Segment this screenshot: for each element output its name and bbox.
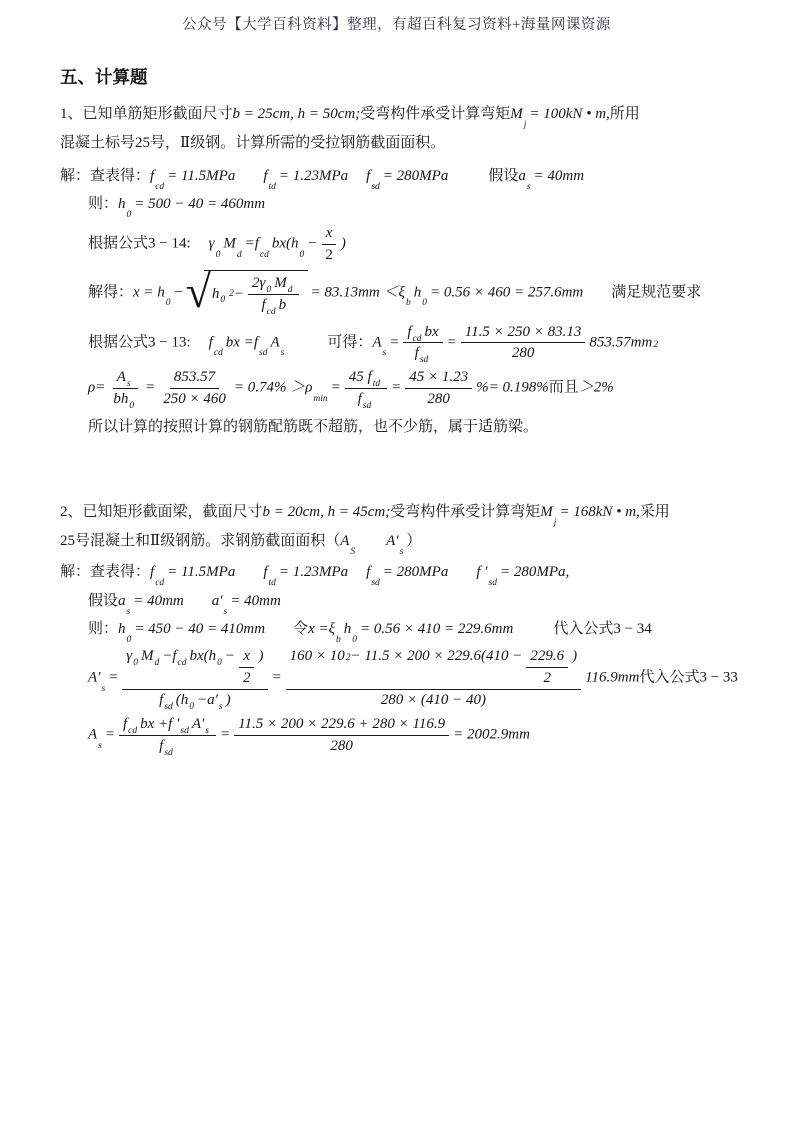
superscript: 2	[653, 340, 659, 351]
math-var-xi: ξ	[398, 283, 405, 300]
math-var-gamma0: γ	[208, 235, 215, 252]
minus-op: −	[224, 648, 235, 664]
math-var-fsd: f	[253, 334, 258, 351]
subscript: S	[350, 547, 356, 558]
math-var-A: A	[116, 369, 126, 385]
math-var-h: h	[211, 285, 220, 302]
math-var-as-prime: a′	[207, 691, 218, 708]
subscript: 0	[215, 249, 221, 260]
math-var-fcd: f	[150, 167, 155, 184]
fsd-value: = 280MPa	[382, 564, 449, 581]
p2-stem-line-1	[60, 501, 757, 528]
fcd-value: = 11.5MPa	[167, 564, 236, 581]
p1-solve-x-line	[60, 265, 757, 318]
assume-label: 假设	[88, 592, 119, 609]
subscript: sd	[371, 578, 380, 589]
solution-label: 解：查表得：	[60, 564, 151, 581]
math-var-xi: ξ	[328, 620, 336, 637]
frac-numerator: 45 f $_{td}$	[345, 368, 387, 389]
x-result: = 83.13mm ＜	[310, 283, 399, 300]
math-var-fcd: f	[150, 564, 155, 581]
p2-stem-text-1: 2、已知矩形截面梁，截面尺寸	[60, 503, 263, 520]
subscript: cd	[259, 249, 269, 260]
equals-op: =	[108, 669, 119, 686]
math-var-h0: h	[180, 691, 189, 708]
equals-op: =	[145, 379, 156, 396]
num-rest: − 11.5 × 200 × 229.6(410 −	[350, 648, 523, 664]
math-var-M: M	[510, 106, 523, 122]
fraction	[286, 647, 582, 709]
math-var-As: A	[372, 334, 382, 351]
p1-formula-3-14-line	[60, 224, 757, 265]
frac-denominator: 2	[325, 246, 333, 263]
p1-stem-text-2: 受弯构件承受计算弯矩	[360, 106, 511, 122]
p1-h0-line	[60, 193, 757, 220]
equals-op: =	[95, 379, 106, 396]
math-var-As-prime: A′	[88, 669, 101, 686]
fraction	[239, 647, 255, 688]
frac-numerator: A $_s$	[113, 368, 138, 389]
as-value: = 40mm	[133, 592, 184, 609]
close-paren: )	[225, 691, 231, 708]
minus-op: −	[307, 235, 318, 252]
math-bh: bh	[113, 390, 129, 407]
frac-numerator: x	[239, 647, 254, 668]
minus-op: −	[162, 648, 173, 664]
equals-op: =	[446, 334, 457, 351]
math-var-h0: h	[118, 620, 126, 637]
subscript: td	[268, 578, 276, 589]
let-label: 令	[293, 620, 309, 637]
subscript: sd	[371, 181, 380, 192]
subscript: b	[336, 634, 341, 645]
solve-label: 解得：	[88, 283, 134, 300]
subscript: b	[405, 298, 411, 309]
subscript: 0	[299, 249, 305, 260]
p2-h0-line	[60, 618, 757, 645]
code-check-note: 满足规范要求	[611, 283, 702, 300]
frac-numerator: γ $_0$ M $_d$ − f $_{cd}$ bx( h $_0$ − $\frac{x}{2}$ )	[122, 647, 267, 690]
math-bx: bx	[424, 323, 439, 340]
subscript: s	[223, 606, 228, 617]
math-var-ftd: f	[263, 564, 268, 581]
subscript: s	[280, 348, 285, 359]
superscript: 2	[345, 653, 351, 663]
math-var-As-prime: A′	[191, 716, 205, 733]
frac-denominator: 2	[543, 669, 551, 686]
subscript: s	[526, 181, 531, 192]
solution-label: 解：查表得：	[60, 167, 151, 184]
fcd-value: = 11.5MPa	[167, 167, 236, 184]
ftd-value: = 1.23MPa	[278, 167, 349, 184]
frac-denominator: 2	[243, 669, 251, 686]
math-var-h0: h	[208, 648, 217, 664]
As-result: 853.57mm	[589, 334, 653, 351]
p1-stem-text-1: 1、已知单筋矩形截面尺寸	[60, 106, 233, 122]
fraction	[119, 715, 216, 759]
math-var-h0: h	[343, 620, 352, 637]
math-bx: bx(	[189, 648, 209, 664]
math-var-fcd: f	[123, 716, 128, 733]
p1-rho-check-line	[60, 368, 757, 409]
subscript: cd	[213, 348, 223, 359]
as-value: = 40mm	[533, 167, 585, 184]
minus-op: −	[197, 691, 208, 708]
equals-op: =	[271, 669, 282, 686]
p1-stem-dims: b = 25cm, h = 50cm;	[232, 106, 361, 122]
subscript: s	[98, 741, 102, 752]
math-var-Md: M	[223, 235, 236, 252]
fsd-value: = 280MPa	[382, 167, 449, 184]
math-var-ftd: f	[263, 167, 268, 184]
section-title: 五、计算题	[60, 67, 148, 87]
math-var-fsd: f	[366, 564, 371, 581]
frac-denominator: f $_{sd}$	[414, 345, 429, 366]
math-var-fcd: f	[254, 235, 259, 252]
assume-label: 假设	[488, 167, 519, 184]
rho-result: = 0.74% ＞	[233, 379, 306, 396]
frac-numerator: f $_{cd}$ bx	[403, 323, 442, 344]
frac-denominator: bh $_0$	[113, 390, 135, 411]
frac-numerator: 11.5 × 250 × 83.13	[461, 323, 586, 344]
equals-op: =	[330, 379, 341, 396]
subscript: 0	[352, 634, 358, 645]
fraction	[122, 647, 267, 712]
num-160x10: 160 × 10	[289, 648, 345, 664]
superscript: 2	[229, 289, 234, 300]
fraction	[159, 368, 230, 409]
subscript: j	[523, 120, 527, 131]
formula-ref-label: 根据公式3 − 14:	[88, 235, 191, 252]
math-var-f: f	[414, 345, 419, 362]
ftd-value: = 1.23MPa	[278, 564, 349, 581]
p2-as-prime-line	[60, 647, 757, 712]
math-var-As: A	[340, 533, 350, 549]
h0-value: = 450 − 40 = 410mm	[134, 620, 266, 637]
fraction	[321, 224, 337, 265]
close-paren: )	[572, 648, 578, 664]
subscript: cd	[155, 578, 165, 589]
formula-ref-note: 代入公式3 − 33	[639, 669, 738, 686]
math-var-as-prime: a′	[211, 592, 223, 609]
p2-stem-line-2	[60, 530, 757, 558]
frac-denominator: f $_{sd}$	[159, 738, 173, 759]
formula-ref-label: 根据公式3 − 13:	[88, 334, 191, 351]
p1-conclusion-line	[60, 416, 757, 439]
frac-numerator: 45 × 1.23	[405, 368, 472, 389]
math-var-h0: h	[413, 283, 422, 300]
math-2gamma: 2γ	[252, 275, 266, 292]
fraction	[345, 368, 387, 409]
and-also-text: 而且	[548, 379, 579, 396]
subscript: td	[268, 181, 276, 192]
math-x-equals: x =	[308, 620, 329, 637]
fraction	[109, 368, 141, 409]
equals-op: =	[389, 334, 400, 351]
frac-denominator: 250 × 460	[163, 390, 226, 407]
subscript: s	[126, 606, 131, 617]
frac-numerator: 11.5 × 200 × 229.6 + 280 × 116.9	[234, 715, 449, 736]
subscript: s	[382, 348, 387, 359]
as-prime-value: = 40mm	[230, 592, 281, 609]
fraction	[526, 647, 568, 688]
frac-numerator: x	[322, 224, 337, 245]
math-var-as: a	[118, 592, 126, 609]
p2-as-line	[60, 715, 757, 759]
x-value: = 0.56 × 410 = 229.6mm	[360, 620, 514, 637]
p1-stem-line-2	[60, 132, 757, 155]
math-45f: 45 f	[348, 369, 372, 385]
fraction	[248, 274, 299, 318]
math-var-fsd-prime: f ′	[168, 716, 180, 733]
math-var-as: a	[518, 167, 526, 184]
minus-op: −	[233, 285, 245, 302]
watermark-text: 公众号【大学百科资料】整理，有超百科复习资料+海量网课资源	[182, 17, 611, 33]
minus-op: −	[173, 283, 184, 300]
p2-stem-dims: b = 20cm, h = 45cm;	[262, 503, 391, 520]
frac-denominator: 280	[330, 738, 353, 754]
math-var-M: M	[540, 503, 553, 520]
frac-denominator: 280	[427, 390, 450, 407]
math-var-rhomin: ρ	[305, 379, 313, 396]
equals-op: =	[104, 726, 115, 743]
p2-stem-text-4: 25号混凝土和Ⅱ级钢筋。求钢筋截面面积（	[60, 533, 341, 549]
frac-denominator: f $_{sd}$ ( h $_0$ − a′ $_s$ )	[159, 691, 231, 712]
conclusion-text: 所以计算的按照计算的钢筋配筋既不超筋，也不少筋，属于适筋梁。	[88, 418, 539, 435]
subscript: 0	[126, 634, 132, 645]
subscript: sd	[258, 348, 268, 359]
equals-op: =	[244, 235, 255, 252]
frac-denominator: 280	[511, 345, 535, 362]
p1-stem-text-4: 混凝土标号25号，Ⅱ级钢。计算所需的受拉钢筋截面面积。	[60, 135, 446, 152]
radicand: h $_0$ 2 − 2γ $_0$ M $_d$ f $_{cd}$ b	[204, 270, 309, 316]
as-result: = 2002.9mm	[453, 726, 530, 743]
frac-denominator: f $_{sd}$	[357, 390, 372, 411]
frac-denominator: f $_{cd}$ b	[261, 297, 287, 318]
math-var-h0: h	[290, 235, 299, 252]
subscript: 0	[126, 209, 132, 220]
equals-op: =	[219, 726, 231, 743]
p1-stem-line-1	[60, 103, 757, 131]
math-var-fsd: f	[366, 167, 371, 184]
frac-numerator	[286, 647, 582, 690]
then-label: 则：	[88, 620, 119, 637]
close-paren: )	[258, 648, 264, 664]
math-var-fcd: f	[208, 334, 213, 351]
fraction	[403, 323, 442, 364]
subscript: cd	[155, 181, 165, 192]
frac-numerator: 853.57	[170, 368, 219, 389]
p2-assume-line	[60, 590, 757, 617]
subscript: d	[236, 249, 242, 260]
frac-denominator: 280 × (410 − 40)	[380, 691, 486, 708]
p2-stem-moment-value: = 168kN • m,	[559, 503, 640, 520]
math-x-equals-h: x = h	[133, 283, 165, 300]
p2-stem-text-2: 受弯构件承受计算弯矩	[390, 503, 541, 520]
math-var-b: b	[278, 297, 287, 313]
frac-numerator: 229.6	[526, 647, 568, 668]
subscript: j	[553, 517, 557, 528]
math-var-fcd: f	[172, 648, 177, 664]
fraction	[234, 715, 449, 756]
close-paren: )	[340, 235, 346, 252]
subscript: 0	[422, 298, 427, 309]
math-var-As: A	[270, 334, 280, 351]
gt-2pct: ＞2%	[578, 379, 614, 396]
p1-lookup-line	[60, 165, 757, 192]
rhomin-result: = 0.198%	[488, 379, 549, 396]
math-var-f: f	[357, 390, 362, 407]
fsd-prime-value: = 280MPa,	[499, 564, 570, 581]
p2-lookup-line	[60, 561, 757, 589]
close-paren: ）	[406, 533, 422, 549]
math-var-fsd: f	[159, 691, 164, 708]
math-var-M: M	[274, 275, 287, 292]
obtain-label: 可得：	[327, 334, 373, 351]
equals-op: =	[391, 379, 402, 396]
frac-numerator: 2γ $_0$ M $_d$	[248, 274, 299, 295]
subscript: s	[101, 683, 106, 694]
math-var-As-prime: A′	[386, 533, 399, 549]
subscript: sd	[488, 578, 497, 589]
math-var-fsd-prime: f ′	[476, 564, 488, 581]
math-var-f: f	[261, 297, 266, 313]
p1-stem-moment-value: = 100kN • m,	[529, 106, 610, 122]
p2-stem-text-3: 采用	[639, 503, 670, 520]
subscript: min	[313, 393, 328, 404]
subscript: s	[399, 547, 404, 558]
xi-h0-result: = 0.56 × 460 = 257.6mm	[429, 283, 584, 300]
math-bx: bx(	[271, 235, 291, 252]
formula-ref-note: 代入公式3 − 34	[553, 620, 652, 637]
subscript: 0	[165, 298, 171, 309]
square-root	[185, 265, 309, 318]
math-var-gamma0: γ	[126, 648, 133, 664]
percent-sign: %	[476, 379, 489, 396]
math-bx-equals: bx =	[225, 334, 254, 351]
as-prime-result: 116.9mm	[585, 669, 640, 686]
math-var-h0: h	[118, 195, 126, 212]
h0-value: = 500 − 40 = 460mm	[134, 195, 266, 212]
fraction	[405, 368, 472, 409]
p1-formula-3-13-line	[60, 323, 757, 364]
math-var-Md: M	[140, 648, 154, 664]
math-var-As: A	[88, 726, 98, 743]
p1-stem-text-3: 所用	[609, 106, 640, 122]
math-bx-plus: bx +	[140, 716, 169, 733]
fraction	[461, 323, 586, 364]
math-var-fsd: f	[159, 738, 164, 754]
radical-sign-icon: √	[185, 265, 211, 317]
then-label: 则：	[88, 195, 119, 212]
open-paren: (	[175, 691, 181, 708]
page-content	[0, 64, 793, 759]
frac-numerator: f $_{cd}$ bx + f ′ $_{sd}$ A′ $_s$	[119, 715, 216, 736]
math-var-rho: ρ	[88, 379, 96, 396]
math-var-f: f	[407, 323, 412, 340]
